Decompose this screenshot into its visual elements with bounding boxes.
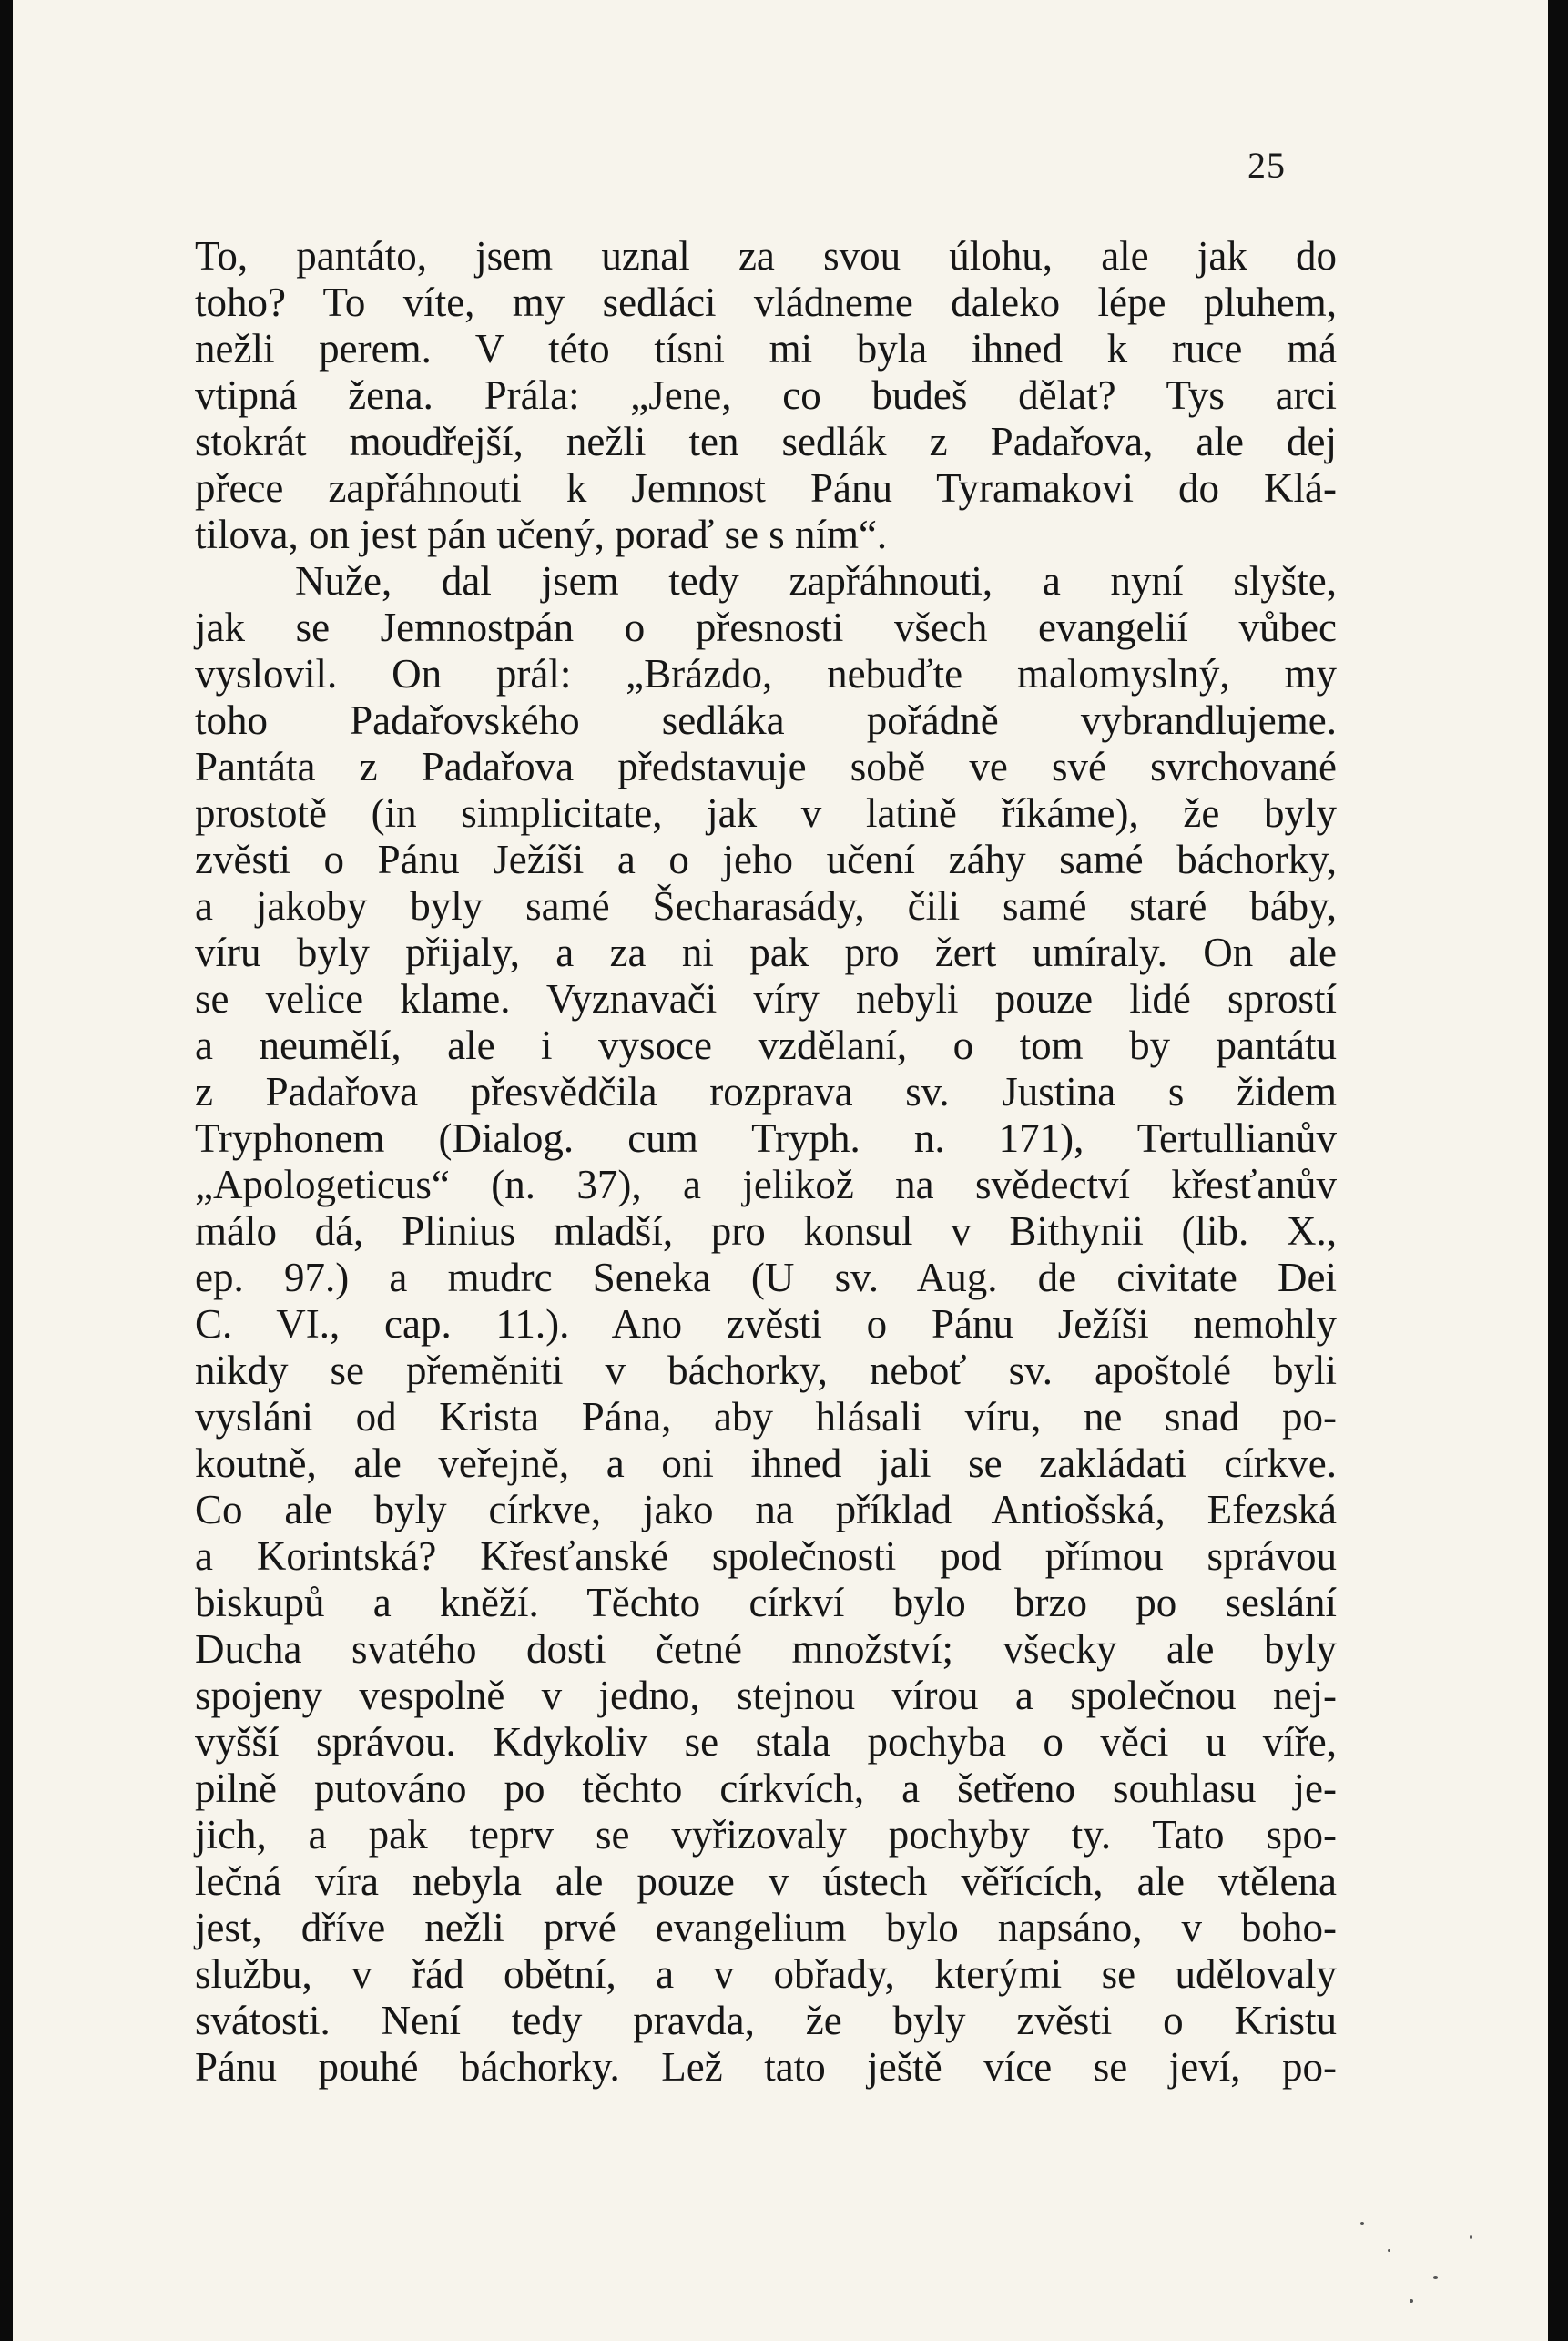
page-number: 25 bbox=[1247, 145, 1286, 186]
text-line: a Korintská? Křesťanské společnosti pod přímou správou bbox=[195, 1533, 1337, 1579]
text-line: vyšší správou. Kdykoliv se stala pochyba o věci u víře, bbox=[195, 1719, 1337, 1765]
text-line: víru byly přijaly, a za ni pak pro žert umíraly. On ale bbox=[195, 930, 1337, 975]
text-line: spojeny vespolně v jedno, stejnou vírou a společnou nej- bbox=[195, 1673, 1337, 1718]
text-line: jich, a pak teprv se vyřizovaly pochyby ty. Tato spo- bbox=[195, 1812, 1337, 1858]
text-line: Nuže, dal jsem tedy zapřáhnouti, a nyní slyšte, bbox=[295, 558, 1337, 604]
paper-speck bbox=[1410, 2299, 1413, 2303]
text-line: stokrát moudřejší, nežli ten sedlák z Padařova, ale dej bbox=[195, 419, 1337, 464]
paper-speck bbox=[1433, 2276, 1438, 2279]
text-line: jest, dříve nežli prvé evangelium bylo napsáno, v boho- bbox=[195, 1905, 1337, 1950]
paragraph-1 bbox=[195, 233, 1337, 558]
text-line: toho Padařovského sedláka pořádně vybrandlujeme. bbox=[195, 697, 1337, 743]
text-line: Co ale byly církve, jako na příklad Antiošská, Efezská bbox=[195, 1487, 1337, 1532]
text-line: málo dá, Plinius mladší, pro konsul v Bithynii (lib. X., bbox=[195, 1208, 1337, 1254]
text-line: nikdy se přeměniti v báchorky, neboť sv. apoštolé byli bbox=[195, 1348, 1337, 1393]
text-block bbox=[195, 233, 1337, 2091]
text-line: vysláni od Krista Pána, aby hlásali víru, ne snad po- bbox=[195, 1394, 1337, 1440]
text-line: svátosti. Není tedy pravda, že byly zvěsti o Kristu bbox=[195, 1998, 1337, 2043]
paper-speck bbox=[1360, 2222, 1364, 2225]
text-line: C. VI., cap. 11.). Ano zvěsti o Pánu Ježíši nemohly bbox=[195, 1301, 1337, 1347]
text-line: To, pantáto, jsem uznal za svou úlohu, ale jak do bbox=[195, 233, 1337, 279]
text-line: toho? To víte, my sedláci vládneme daleko lépe pluhem, bbox=[195, 280, 1337, 325]
text-line: vyslovil. On prál: „Brázdo, nebuďte malomyslný, my bbox=[195, 651, 1337, 697]
text-line: Pánu pouhé báchorky. Lež tato ještě více se jeví, po- bbox=[195, 2044, 1337, 2090]
text-line: prostotě (in simplicitate, jak v latině říkáme), že byly bbox=[195, 790, 1337, 836]
text-line: koutně, ale veřejně, a oni ihned jali se zakládati církve. bbox=[195, 1440, 1337, 1486]
text-line: se velice klame. Vyznavači víry nebyli pouze lidé sprostí bbox=[195, 976, 1337, 1022]
text-line: „Apologeticus“ (n. 37), a jelikož na svědectví křesťanův bbox=[195, 1162, 1337, 1207]
text-line: Pantáta z Padařova představuje sobě ve své svrchované bbox=[195, 744, 1337, 789]
book-page bbox=[13, 0, 1548, 2341]
text-line: přece zapřáhnouti k Jemnost Pánu Tyramakovi do Klá- bbox=[195, 465, 1337, 511]
text-line: ep. 97.) a mudrc Seneka (U sv. Aug. de civitate Dei bbox=[195, 1255, 1337, 1300]
text-line: tilova, on jest pán učený, poraď se s ním“. bbox=[195, 512, 888, 557]
scan-border-right bbox=[1548, 0, 1568, 2341]
text-line: Ducha svatého dosti četné množství; všecky ale byly bbox=[195, 1626, 1337, 1672]
scan-border-left bbox=[0, 0, 13, 2341]
text-line: zvěsti o Pánu Ježíši a o jeho učení záhy samé báchorky, bbox=[195, 837, 1337, 882]
text-line: službu, v řád obětní, a v obřady, kterými se udělovaly bbox=[195, 1951, 1337, 1997]
text-line: a neumělí, ale i vysoce vzdělaní, o tom by pantátu bbox=[195, 1023, 1337, 1068]
text-line: jak se Jemnostpán o přesnosti všech evangelií vůbec bbox=[195, 605, 1337, 650]
text-line: z Padařova přesvědčila rozprava sv. Justina s židem bbox=[195, 1069, 1337, 1115]
text-line: nežli perem. V této tísni mi byla ihned k ruce má bbox=[195, 326, 1337, 372]
text-line: a jakoby byly samé Šecharasády, čili samé staré báby, bbox=[195, 883, 1337, 929]
text-line: biskupů a kněží. Těchto církví bylo brzo po seslání bbox=[195, 1580, 1337, 1625]
paragraph-2 bbox=[195, 558, 1337, 2091]
paper-speck bbox=[1470, 2235, 1472, 2239]
text-line: lečná víra nebyla ale pouze v ústech věřících, ale vtělena bbox=[195, 1858, 1337, 1904]
text-line: vtipná žena. Prála: „Jene, co budeš dělat? Tys arci bbox=[195, 372, 1337, 418]
text-line: pilně putováno po těchto církvích, a šetřeno souhlasu je- bbox=[195, 1766, 1337, 1811]
paper-speck bbox=[1388, 2249, 1390, 2252]
text-line: Tryphonem (Dialog. cum Tryph. n. 171), Tertullianův bbox=[195, 1115, 1337, 1161]
